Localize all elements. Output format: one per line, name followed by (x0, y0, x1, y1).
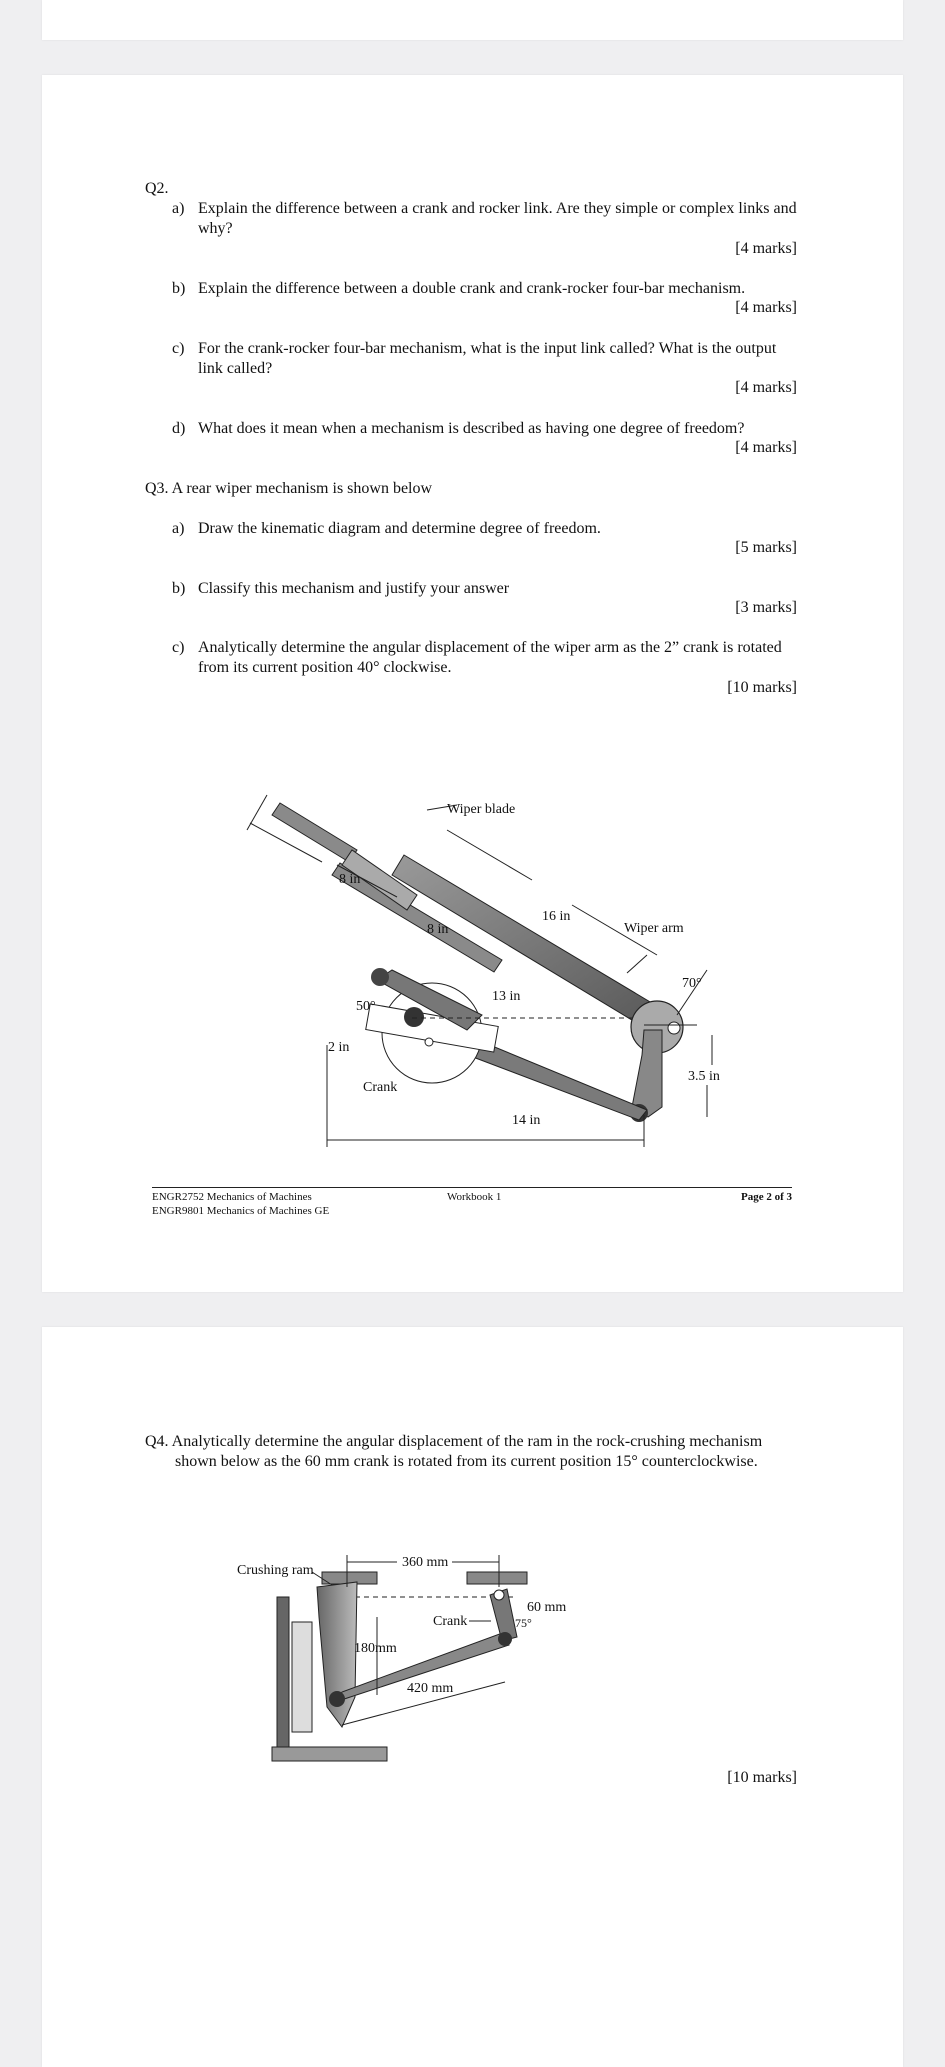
q2a (172, 199, 797, 239)
q3b (172, 579, 797, 599)
dim-16in-label: 16 in (542, 909, 571, 924)
dim-180-label: 180mm (354, 1641, 397, 1656)
dim-60-label: 60 mm (527, 1600, 567, 1615)
footer-course-1: ENGR2752 Mechanics of Machines (152, 1191, 312, 1203)
crank-pin (498, 1632, 512, 1646)
q4 (145, 1432, 805, 1472)
right-support-top (467, 1572, 527, 1584)
q2d-text: What does it mean when a mechanism is described as having one degree of freedom? (198, 420, 745, 437)
q3a (172, 519, 797, 539)
footer-courses (152, 1190, 329, 1218)
wiper-arm-leader (627, 955, 647, 973)
q2b-label: b) (172, 280, 186, 297)
footer-page-prefix: Page (740, 1191, 767, 1203)
q2d-label: d) (172, 420, 186, 437)
angle-70-label: 70° (682, 976, 702, 991)
q2-heading: Q2. (145, 180, 169, 197)
pivot-bolt (668, 1022, 680, 1034)
rock-crusher-figure (237, 1527, 717, 1787)
footer-workbook: Workbook 1 (447, 1191, 502, 1203)
wiper-blade-label: Wiper blade (447, 802, 516, 817)
rocks (292, 1622, 312, 1732)
q2c-label: c) (172, 340, 185, 357)
dim-420-label: 420 mm (407, 1681, 454, 1696)
q2a-label: a) (172, 200, 185, 217)
page-2 (42, 75, 903, 1292)
q2c-text: For the crank-rocker four-bar mechanism, what is the input link called? What is the output link called? (198, 340, 777, 377)
crushing-ram-label: Crushing ram (237, 1563, 314, 1578)
dim-3-5in-label: 3.5 in (688, 1069, 720, 1084)
left-support-top (322, 1572, 377, 1584)
footer-page-current: 2 (766, 1191, 772, 1203)
crank-pivot (404, 1007, 424, 1027)
footer-page-total: 3 (786, 1191, 792, 1203)
q3b-marks: [3 marks] (735, 599, 797, 616)
page-footer (152, 1187, 792, 1217)
crank-pin (371, 968, 389, 986)
wiper-arm-label: Wiper arm (624, 921, 684, 936)
q2d (172, 419, 797, 439)
wiper-blade-rear (272, 803, 357, 862)
footer-course-2: ENGR9801 Mechanics of Machines GE (152, 1205, 330, 1217)
crank-pivot (494, 1590, 504, 1600)
q4-text: Q4. Analytically determine the angular displacement of the ram in the rock-crushing mechanism shown below as the 60 mm crank is rotated from its current position 15° counterclockwise. (145, 1433, 763, 1470)
q2a-text: Explain the difference between a crank and rocker link. Are they simple or complex links and why? (198, 200, 797, 237)
angle-50-label: 50° (356, 999, 376, 1014)
q3b-label: b) (172, 580, 186, 597)
q3a-label: a) (172, 520, 185, 537)
crank-label: Crank (363, 1080, 398, 1095)
footer-page-mid: of (771, 1191, 787, 1203)
q3c-label: c) (172, 639, 185, 656)
dim-16in-line-a (447, 830, 532, 880)
angle-75-label: 75° (515, 1616, 532, 1630)
ram-pivot (329, 1691, 345, 1707)
base-plate (272, 1747, 387, 1761)
q4-marks: [10 marks] (727, 1769, 797, 1786)
crank-hole (425, 1038, 433, 1046)
q2c-marks: [4 marks] (735, 379, 797, 396)
left-wall (277, 1597, 289, 1747)
crank-label: Crank (433, 1614, 468, 1629)
dim-13in-label: 13 in (492, 989, 521, 1004)
dim-8in-b-label: 8 in (427, 922, 449, 937)
previous-page (42, 0, 903, 40)
q3b-text: Classify this mechanism and justify your answer (198, 580, 510, 597)
q2b-text: Explain the difference between a double crank and crank-rocker four-bar mechanism. (198, 280, 746, 297)
dim-8in-ext (247, 795, 267, 830)
q3-heading: Q3. A rear wiper mechanism is shown below (145, 480, 433, 497)
wiper-mechanism-figure (192, 715, 752, 1175)
q2c (172, 339, 797, 379)
q3c-marks: [10 marks] (727, 679, 797, 696)
q3a-text: Draw the kinematic diagram and determine degree of freedom. (198, 520, 601, 537)
dim-8in-a-label: 8 in (339, 872, 361, 887)
q3c-text: Analytically determine the angular displacement of the wiper arm as the 2” crank is rotated from its current position 40° clockwise. (198, 639, 782, 676)
footer-page-number (741, 1190, 792, 1204)
q2d-marks: [4 marks] (735, 439, 797, 456)
q2a-marks: [4 marks] (735, 240, 797, 257)
dim-360-label: 360 mm (402, 1555, 449, 1570)
dim-14in-label: 14 in (512, 1113, 541, 1128)
q3c (172, 638, 797, 678)
page-3 (42, 1327, 903, 2067)
q2b-marks: [4 marks] (735, 299, 797, 316)
q2b (172, 279, 797, 299)
q3a-marks: [5 marks] (735, 539, 797, 556)
dim-2in-label: 2 in (328, 1040, 350, 1055)
